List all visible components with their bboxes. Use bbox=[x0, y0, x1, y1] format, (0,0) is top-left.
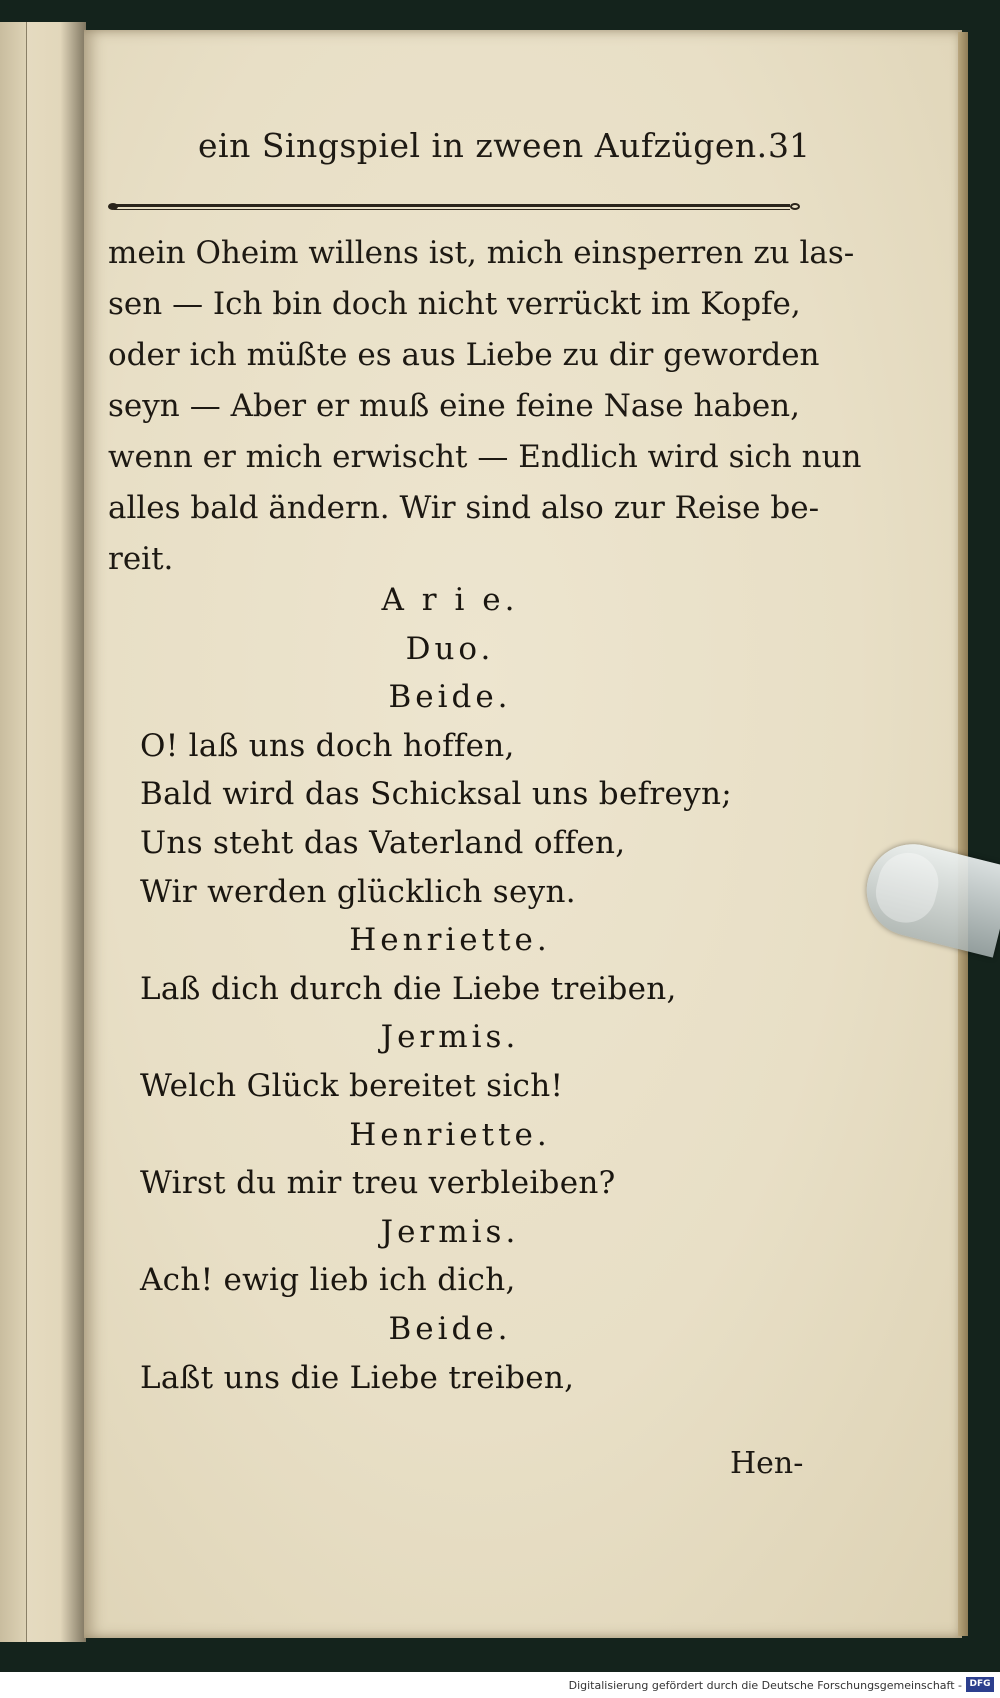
speaker-heading: Henriette. bbox=[349, 1116, 551, 1153]
duo-heading: Duo. bbox=[405, 630, 495, 667]
verse-line: Laßt uns die Liebe treiben, bbox=[140, 1359, 575, 1396]
prose-paragraph bbox=[108, 228, 862, 585]
verse-line: Wir werden glücklich seyn. bbox=[140, 873, 576, 910]
prose-line: wenn er mich erwischt — Endlich wird sich nun bbox=[108, 439, 862, 475]
prose-line: reit. bbox=[108, 541, 174, 577]
ornamental-rule bbox=[108, 202, 800, 212]
verse-line: O! laß uns doch hoffen, bbox=[140, 727, 515, 764]
verse-line: Wirst du mir treu verbleiben? bbox=[140, 1165, 616, 1202]
catchword: Hen- bbox=[730, 1446, 804, 1481]
facing-page-edge bbox=[0, 22, 27, 1642]
prose-line: seyn — Aber er muß eine feine Nase haben, bbox=[108, 388, 800, 424]
speaker-heading: Beide. bbox=[388, 679, 512, 716]
speaker-heading: Henriette. bbox=[349, 922, 551, 959]
running-title: ein Singspiel in zween Aufzügen. bbox=[198, 126, 768, 165]
verse-line: Bald wird das Schicksal uns befreyn; bbox=[140, 776, 732, 813]
aria-heading: A r i e. bbox=[381, 582, 519, 618]
verse-line: Laß dich durch die Liebe treiben, bbox=[140, 970, 677, 1007]
digitization-footer bbox=[0, 1672, 1000, 1698]
page-number: 31 bbox=[768, 126, 810, 165]
running-header bbox=[198, 118, 810, 168]
prose-line: alles bald ändern. Wir sind also zur Reise be- bbox=[108, 490, 820, 526]
page-edge bbox=[958, 32, 968, 1636]
prose-line: mein Oheim willens ist, mich einsperren zu las- bbox=[108, 235, 855, 271]
song-block bbox=[140, 576, 800, 1402]
speaker-heading: Beide. bbox=[388, 1310, 512, 1347]
footer-credit: Digitalisierung gefördert durch die Deutsche Forschungsgemeinschaft - bbox=[568, 1679, 962, 1692]
dfg-logo: DFG bbox=[966, 1677, 994, 1692]
verse-line: Ach! ewig lieb ich dich, bbox=[140, 1262, 516, 1299]
speaker-heading: Jermis. bbox=[380, 1019, 520, 1056]
verse-line: Uns steht das Vaterland offen, bbox=[140, 824, 626, 861]
prose-line: sen — Ich bin doch nicht verrückt im Kopfe, bbox=[108, 286, 801, 322]
prose-line: oder ich müßte es aus Liebe zu dir geworden bbox=[108, 337, 820, 373]
speaker-heading: Jermis. bbox=[380, 1213, 520, 1250]
verse-line: Welch Glück bereitet sich! bbox=[140, 1067, 564, 1104]
